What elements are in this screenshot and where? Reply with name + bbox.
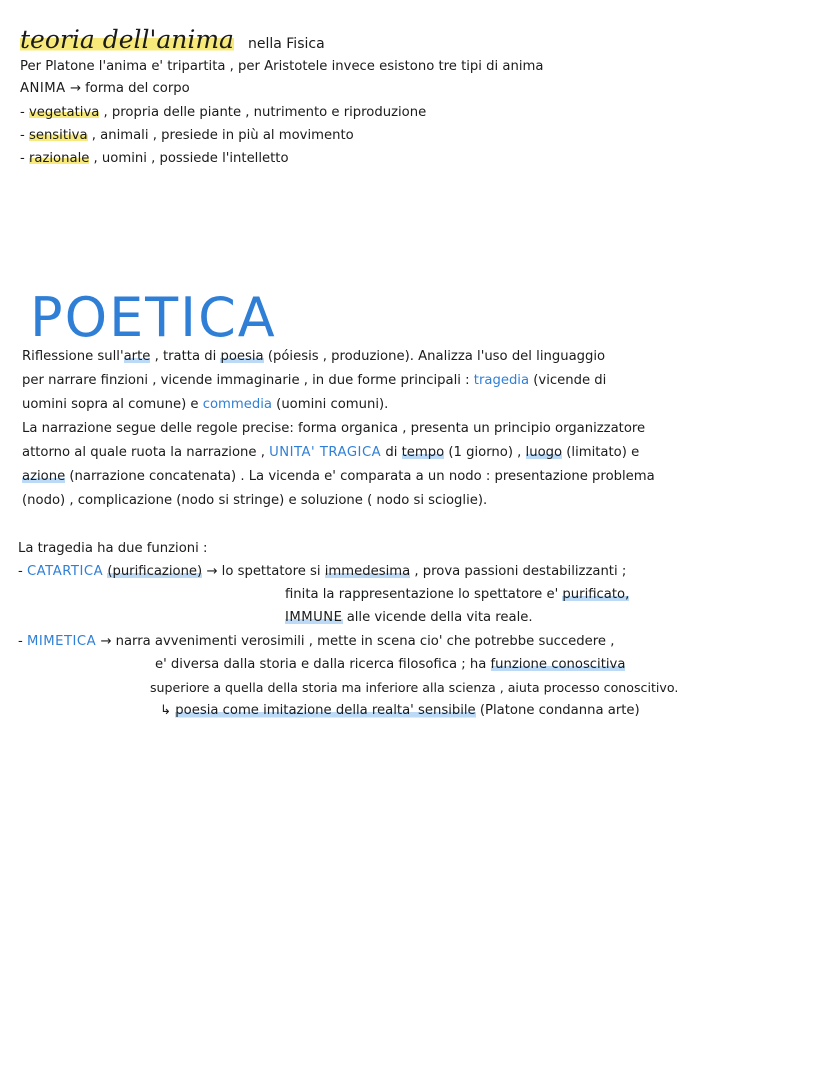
catartica-line-2 xyxy=(285,586,629,604)
mimetica-line-4 xyxy=(160,702,640,720)
highlight-funzione-conoscitiva: funzione conoscitiva xyxy=(490,657,626,672)
bullet: - xyxy=(20,105,25,120)
anima-item-desc: , animali , presiede in più al movimento xyxy=(87,128,354,143)
text-segment: (uomini comuni). xyxy=(271,397,389,412)
poetica-line-5 xyxy=(22,444,639,462)
highlight-immune: IMMUNE xyxy=(285,610,343,625)
poetica-line-3 xyxy=(22,396,388,414)
keyword-catartica: CATARTICA xyxy=(26,564,104,579)
text-segment: (póiesis , produzione). Analizza l'uso del linguaggio xyxy=(263,349,606,364)
section-title-anima xyxy=(20,24,325,60)
mimetica-line-1 xyxy=(18,633,614,651)
text-segment: (1 giorno) , xyxy=(444,445,526,460)
catartica-line-3 xyxy=(285,609,533,627)
anima-definition-line xyxy=(20,80,190,98)
keyword-mimetica: MIMETICA xyxy=(26,634,97,649)
title-anima-subtitle: nella Fisica xyxy=(247,36,325,52)
text-segment: lo spettatore si xyxy=(221,564,325,579)
text-segment: (vicende di xyxy=(529,373,607,388)
poetica-line-4: La narrazione segue delle regole precise: forma organica , presenta un principio organizzatore xyxy=(22,421,646,436)
text-segment: (narrazione concatenata) . La vicenda e' comparata a un nodo : presentazione problema xyxy=(65,469,655,484)
bullet: - xyxy=(20,128,25,143)
anima-item-term: razionale xyxy=(28,151,90,166)
highlight-luogo: luogo xyxy=(525,445,563,460)
poetica-line-2 xyxy=(22,372,606,390)
highlight-poesia: poesia xyxy=(220,349,264,364)
anima-item-desc: , uomini , possiede l'intelletto xyxy=(89,151,289,166)
text-segment: di xyxy=(381,445,402,460)
highlight-tempo: tempo xyxy=(401,445,445,460)
highlight-poesia-imitazione: poesia come imitazione della realta' sensibile xyxy=(175,703,476,718)
arrow-icon: → xyxy=(69,81,81,96)
text-segment: attorno al quale ruota la narrazione , xyxy=(22,445,270,460)
text-segment: narra avvenimenti verosimili , mette in scena cio' che potrebbe succedere , xyxy=(115,634,615,649)
highlight-purificazione: (purificazione) xyxy=(107,564,203,579)
highlight-purificato: purificato, xyxy=(562,587,630,602)
text-segment: , prova passioni destabilizzanti ; xyxy=(410,564,627,579)
mimetica-line-2 xyxy=(155,656,625,674)
bullet: - xyxy=(18,634,23,649)
text-segment: alle vicende della vita reale. xyxy=(342,610,533,625)
anima-definition: forma del corpo xyxy=(85,81,190,96)
text-segment: e' diversa dalla storia e dalla ricerca filosofica ; ha xyxy=(155,657,491,672)
title-anima-text: teoria dell'anima xyxy=(20,25,234,54)
arrow-return-icon: ↳ xyxy=(160,703,172,718)
anima-item-sensitiva xyxy=(20,127,354,145)
bullet: - xyxy=(18,564,23,579)
keyword-unita-tragica: UNITA' TRAGICA xyxy=(269,445,382,460)
highlight-immedesima: immedesima xyxy=(324,564,411,579)
highlight-azione: azione xyxy=(22,469,66,484)
arrow-icon: → xyxy=(206,564,218,579)
keyword-tragedia: tragedia xyxy=(473,373,530,388)
poetica-line-7: (nodo) , complicazione (nodo si stringe) e soluzione ( nodo si scioglie). xyxy=(22,493,488,508)
anima-item-desc: , propria delle piante , nutrimento e riproduzione xyxy=(99,105,427,120)
catartica-line-1 xyxy=(18,563,626,581)
arrow-icon: → xyxy=(100,634,112,649)
tragedia-intro: La tragedia ha due funzioni : xyxy=(18,541,208,556)
anima-intro-line: Per Platone l'anima e' tripartita , per Aristotele invece esistono tre tipi di anima xyxy=(20,59,544,74)
text-segment: (Platone condanna arte) xyxy=(475,703,640,718)
anima-item-term: sensitiva xyxy=(28,128,88,143)
text-segment: , tratta di xyxy=(150,349,221,364)
text-segment: Riflessione sull' xyxy=(22,349,124,364)
text-segment: uomini sopra al comune) e xyxy=(22,397,203,412)
text-segment: per narrare finzioni , vicende immaginarie , in due forme principali : xyxy=(22,373,474,388)
highlight-arte: arte xyxy=(123,349,151,364)
mimetica-line-3: superiore a quella della storia ma inferiore alla scienza , aiuta processo conoscitivo. xyxy=(150,680,679,695)
text-segment: (limitato) e xyxy=(562,445,640,460)
poetica-line-1 xyxy=(22,348,605,366)
anima-label: ANIMA xyxy=(20,81,66,96)
anima-item-term: vegetativa xyxy=(28,105,100,120)
section-title-poetica: POETICA xyxy=(30,286,277,349)
anima-item-razionale xyxy=(20,150,289,168)
bullet: - xyxy=(20,151,25,166)
keyword-commedia: commedia xyxy=(202,397,272,412)
poetica-line-6 xyxy=(22,468,655,486)
anima-item-vegetativa xyxy=(20,104,426,122)
text-segment: finita la rappresentazione lo spettatore e' xyxy=(285,587,563,602)
